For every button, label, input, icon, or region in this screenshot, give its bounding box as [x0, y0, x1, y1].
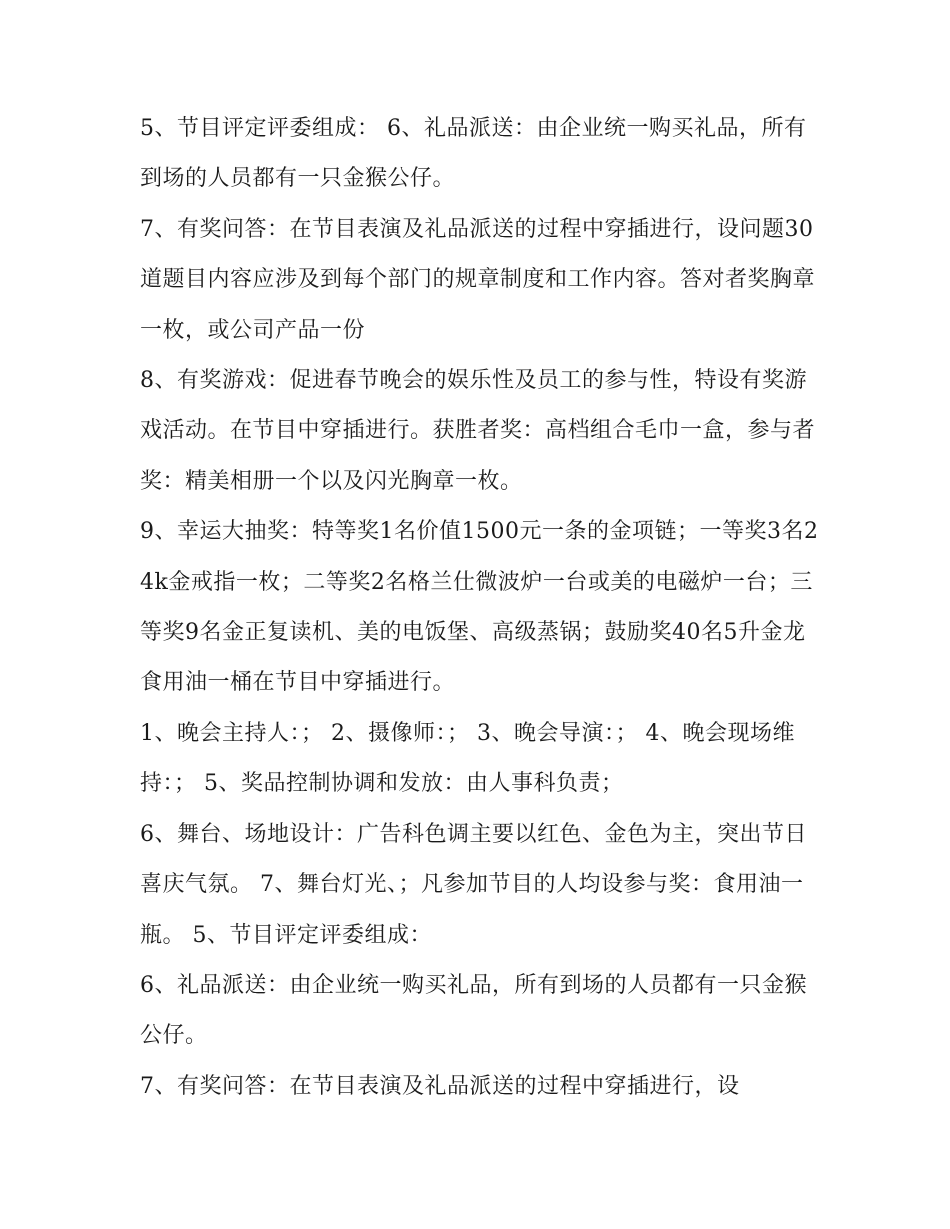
paragraph-quiz: 7、有奖问答：在节目表演及礼品派送的过程中穿插进行，设问题30道题目内容应涉及到每个部门的规章制度和工作内容。答对者奖胸章一枚，或公司产品一份 — [140, 216, 816, 343]
paragraph-stage-design: 6、舞台、场地设计：广告科色调主要以红色、金色为主，突出节日喜庆气氛。 7、舞台灯光、；凡参加节目的人均设参与奖：食用油一瓶。 5、节目评定评委组成： — [140, 821, 807, 948]
paragraph-judges-gifts: 5、节目评定评委组成： 6、礼品派送：由企业统一购买礼品，所有到场的人员都有一只金猴公仔。 — [140, 116, 807, 192]
paragraph-games: 8、有奖游戏：促进春节晚会的娱乐性及员工的参与性，特设有奖游戏活动。在节目中穿插进行。获胜者奖：高档组合毛巾一盒，参与者奖：精美相册一个以及闪光胸章一枚。 — [140, 368, 816, 494]
document-body — [140, 104, 820, 1112]
paragraph-gift-delivery: 6、礼品派送：由企业统一购买礼品，所有到场的人员都有一只金猴公仔。 — [140, 972, 807, 1049]
paragraph-quiz-repeat: 7、有奖问答：在节目表演及礼品派送的过程中穿插进行，设 — [140, 1073, 740, 1099]
paragraph-lucky-draw: 9、幸运大抽奖：特等奖1名价值1500元一条的金项链；一等奖3名24k金戒指一枚；二等奖2名格兰仕微波炉一台或美的电磁炉一台；三等奖9名金正复读机、美的电饭堡、高级蒸锅；鼓励奖40名5升金龙食用油一桶在节目中穿插进行。 — [140, 519, 819, 696]
paragraph-staff-roles: 1、晚会主持人：； 2、摄像师：； 3、晚会导演：； 4、晚会现场维持：； 5、奖品控制协调和发放：由人事科负责； — [140, 720, 795, 797]
